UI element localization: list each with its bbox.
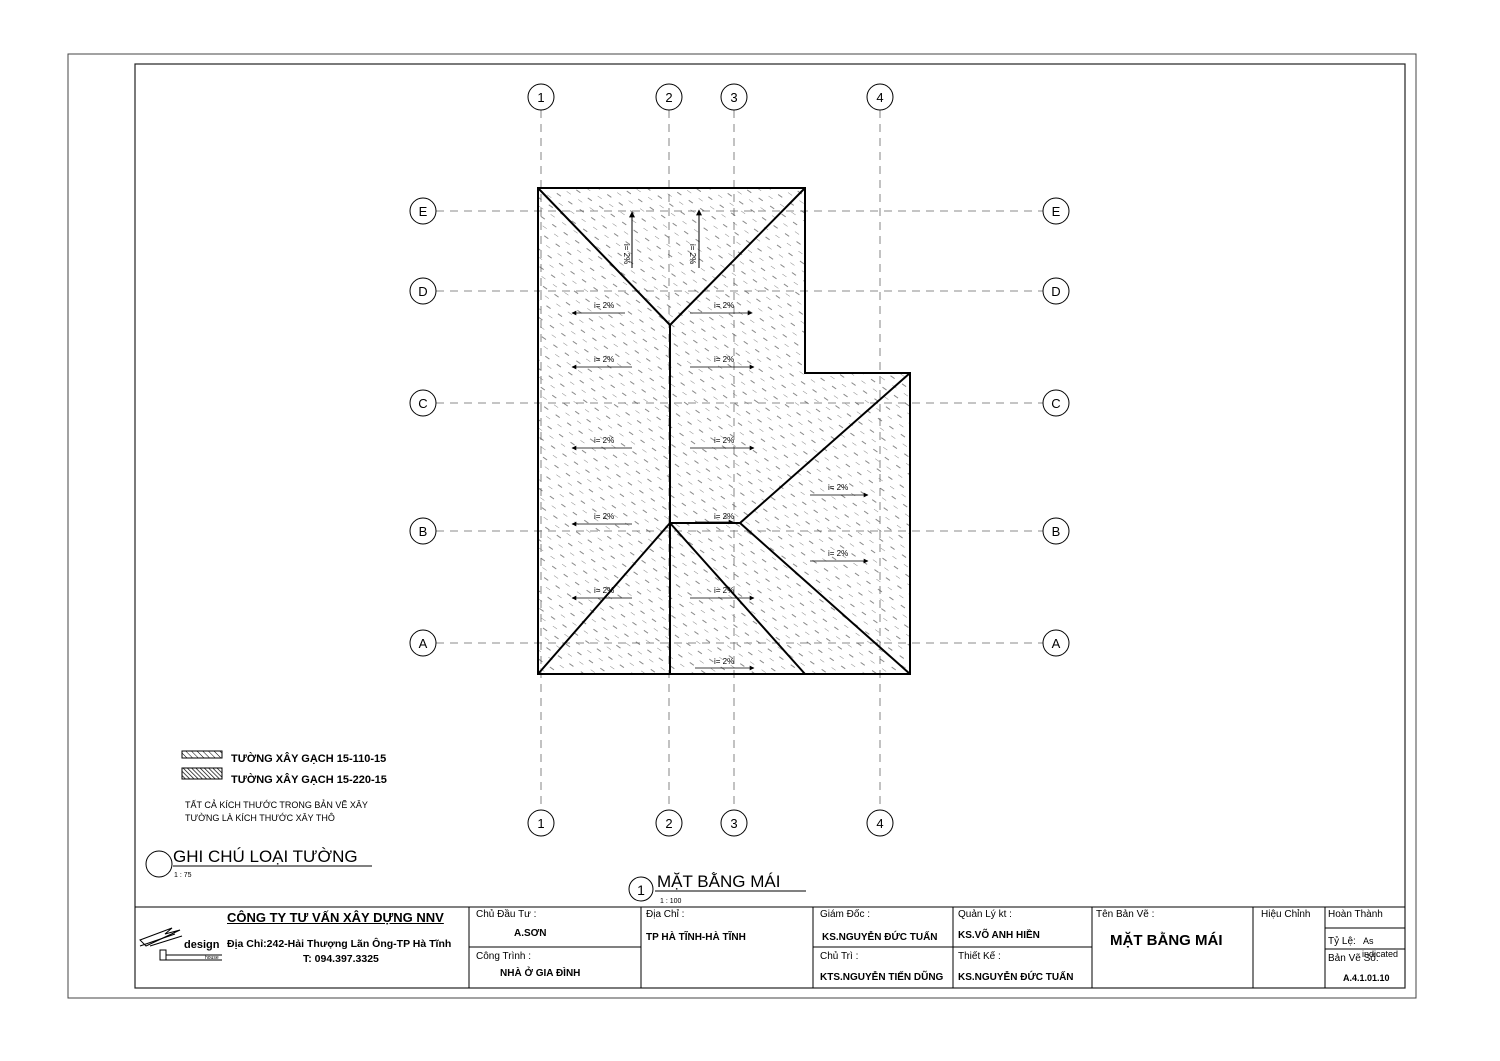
- svg-text:i= 2%: i= 2%: [594, 586, 615, 595]
- svg-text:i= 2%: i= 2%: [594, 436, 615, 445]
- company-name: CÔNG TY TƯ VẤN XÂY DỰNG NNV: [227, 910, 444, 925]
- svg-text:i= 2%: i= 2%: [594, 512, 615, 521]
- grid-label: B: [418, 524, 428, 539]
- slope-label-vertical: i= 2%: [688, 244, 697, 265]
- grid-bubbles-left: [410, 198, 436, 656]
- grid-label: B: [1051, 524, 1061, 539]
- grid-label: 3: [730, 816, 738, 831]
- grid-bubbles-top: [528, 84, 893, 110]
- wall-220-label: TƯỜNG XÂY GẠCH 15-220-15: [231, 774, 387, 786]
- scale-value-1: As: [1363, 936, 1374, 946]
- view-title: MẶT BẰNG MÁI: [657, 872, 781, 891]
- designer-value: KS.NGUYỄN ĐỨC TUẤN: [958, 972, 1074, 983]
- view-title-block: [629, 872, 806, 905]
- legend-note-line1: TẤT CẢ KÍCH THƯỚC TRONG BẢN VẼ XÂY: [185, 800, 368, 810]
- manager-label: Quản Lý kt :: [958, 909, 1012, 920]
- grid-label: A: [418, 636, 428, 651]
- svg-text:i= 2%: i= 2%: [714, 301, 735, 310]
- scale-label: Tỷ Lệ:: [1328, 936, 1356, 947]
- sheet-value: A.4.1.01.10: [1343, 973, 1390, 983]
- svg-text:i= 2%: i= 2%: [594, 355, 615, 364]
- complete-label: Hoàn Thành: [1328, 909, 1383, 920]
- legend-scale: 1 : 75: [174, 872, 192, 879]
- legend-title: GHI CHÚ LOẠI TƯỜNG: [173, 847, 358, 866]
- lead-value: KTS.NGUYỄN TIẾN DŨNG: [820, 972, 944, 983]
- logo-word: design: [184, 939, 220, 951]
- wall-220-swatch: [182, 768, 222, 779]
- wall-legend: [146, 751, 387, 879]
- investor-label: Chủ Đầu Tư :: [476, 909, 537, 920]
- sheet-label: Bản Vẽ Số:: [1328, 953, 1379, 964]
- svg-text:i= 2%: i= 2%: [828, 549, 849, 558]
- designer-label: Thiết Kế :: [958, 951, 1001, 962]
- grid-label: 2: [665, 90, 673, 105]
- svg-text:i= 2%: i= 2%: [714, 355, 735, 364]
- svg-text:i= 2%: i= 2%: [714, 512, 735, 521]
- grid-label: 4: [876, 90, 884, 105]
- wall-110-label: TƯỜNG XÂY GẠCH 15-110-15: [231, 753, 387, 765]
- drawing-name-label: Tên Bản Vẽ :: [1096, 909, 1155, 920]
- grid-bubbles-right: [1043, 198, 1069, 656]
- project-label: Công Trình :: [476, 951, 532, 962]
- grid-label: 4: [876, 816, 884, 831]
- grid-label: A: [1051, 636, 1061, 651]
- roof-outline: [538, 188, 910, 674]
- view-scale: 1 : 100: [660, 898, 682, 905]
- logo-sub: house: [205, 955, 219, 961]
- address-value: TP HÀ TĨNH-HÀ TĨNH: [646, 932, 746, 943]
- svg-text:i= 2%: i= 2%: [714, 436, 735, 445]
- grid-label: D: [418, 284, 428, 299]
- grid-label: E: [418, 204, 428, 219]
- legend-marker: [146, 851, 172, 877]
- address-label: Địa Chỉ :: [646, 909, 685, 920]
- revision-label: Hiệu Chỉnh: [1261, 909, 1311, 920]
- grid-label: C: [418, 396, 428, 411]
- project-value: NHÀ Ở GIA ĐÌNH: [500, 968, 581, 979]
- director-label: Giám Đốc :: [820, 909, 871, 920]
- company-phone: T: 094.397.3325: [303, 953, 379, 965]
- wall-110-swatch: [182, 751, 222, 758]
- view-number: 1: [637, 882, 645, 898]
- drawing-name-value: MẶT BẰNG MÁI: [1110, 932, 1223, 949]
- svg-text:i= 2%: i= 2%: [714, 586, 735, 595]
- svg-text:i= 2%: i= 2%: [828, 483, 849, 492]
- grid-label: D: [1051, 284, 1061, 299]
- grid-label: 1: [537, 90, 545, 105]
- company-address: Địa Chỉ:242-Hải Thượng Lãn Ông-TP Hà Tĩnh: [227, 938, 452, 950]
- company-logo: [140, 928, 222, 961]
- grid-label: 3: [730, 90, 738, 105]
- grid-label: E: [1051, 204, 1061, 219]
- svg-text:i= 2%: i= 2%: [714, 657, 735, 666]
- lead-label: Chủ Trì :: [820, 951, 859, 962]
- legend-note-line2: TƯỜNG LÀ KÍCH THƯỚC XÂY THÔ: [185, 813, 335, 823]
- investor-value: A.SƠN: [514, 928, 547, 939]
- director-value: KS.NGUYỄN ĐỨC TUẤN: [822, 932, 938, 943]
- svg-text:i= 2%: i= 2%: [594, 301, 615, 310]
- manager-value: KS.VÕ ANH HIỀN: [958, 930, 1040, 941]
- slope-label-vertical: i= 2%: [622, 244, 631, 265]
- scale-value-2: indicated: [1362, 949, 1399, 959]
- grid-label: 1: [537, 816, 545, 831]
- grid-label: 2: [665, 816, 673, 831]
- grid-label: C: [1051, 396, 1061, 411]
- grid-bubbles-bottom: [528, 810, 893, 836]
